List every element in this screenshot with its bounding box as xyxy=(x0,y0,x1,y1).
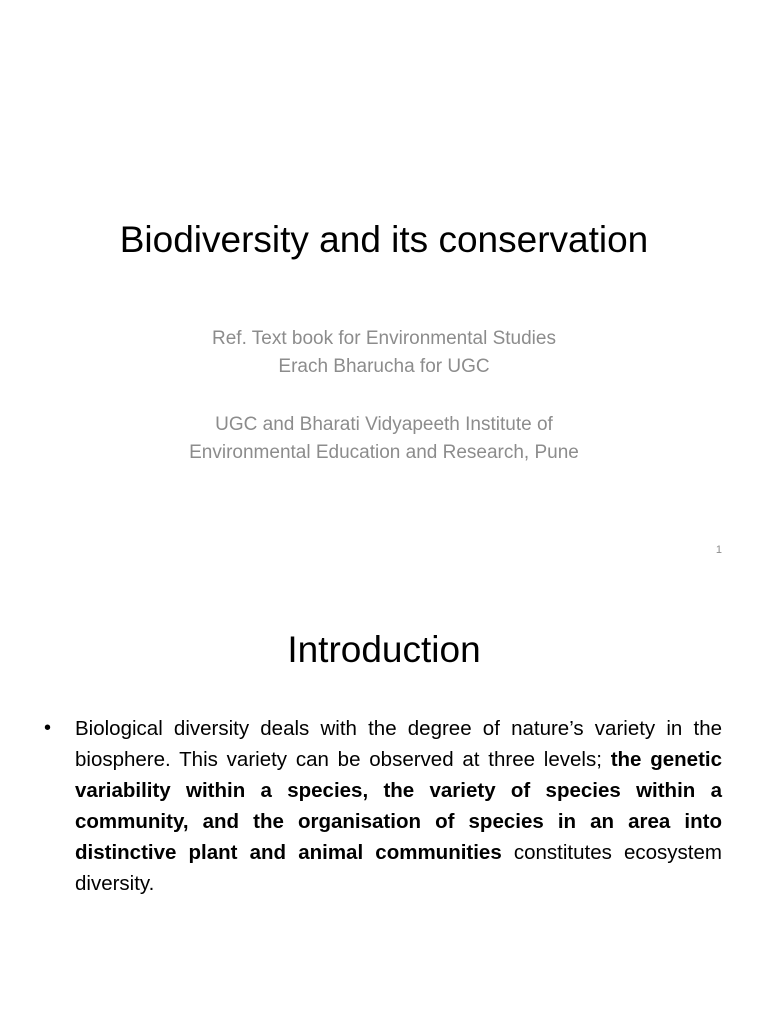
reference-block xyxy=(0,325,768,381)
institution-block xyxy=(0,411,768,467)
bullet-list xyxy=(44,713,722,899)
bullet-text-end: constitutes ecosystem diversity. xyxy=(75,841,722,895)
bullet-text-bold: the genetic variability within a species, the variety of species within a community, and the organisation of species in an area into distinctive plant and animal communities xyxy=(75,748,722,864)
bullet-icon: • xyxy=(44,717,52,739)
slide-introduction xyxy=(0,576,768,1024)
bullet-item xyxy=(44,713,722,899)
reference-line: Ref. Text book for Environmental Studies xyxy=(212,328,556,349)
slide-title-heading: Biodiversity and its conservation xyxy=(119,219,649,260)
page-number: 1 xyxy=(715,544,722,556)
institution-line: Environmental Education and Research, Pune xyxy=(189,442,579,463)
introduction-heading: Introduction xyxy=(287,629,481,670)
reference-line: Erach Bharucha for UGC xyxy=(278,356,490,377)
bullet-text-start: Biological diversity deals with the degree of nature’s variety in the biosphere. This variety can be observed at three levels; xyxy=(75,717,722,771)
institution-line: UGC and Bharati Vidyapeeth Institute of xyxy=(215,414,553,435)
